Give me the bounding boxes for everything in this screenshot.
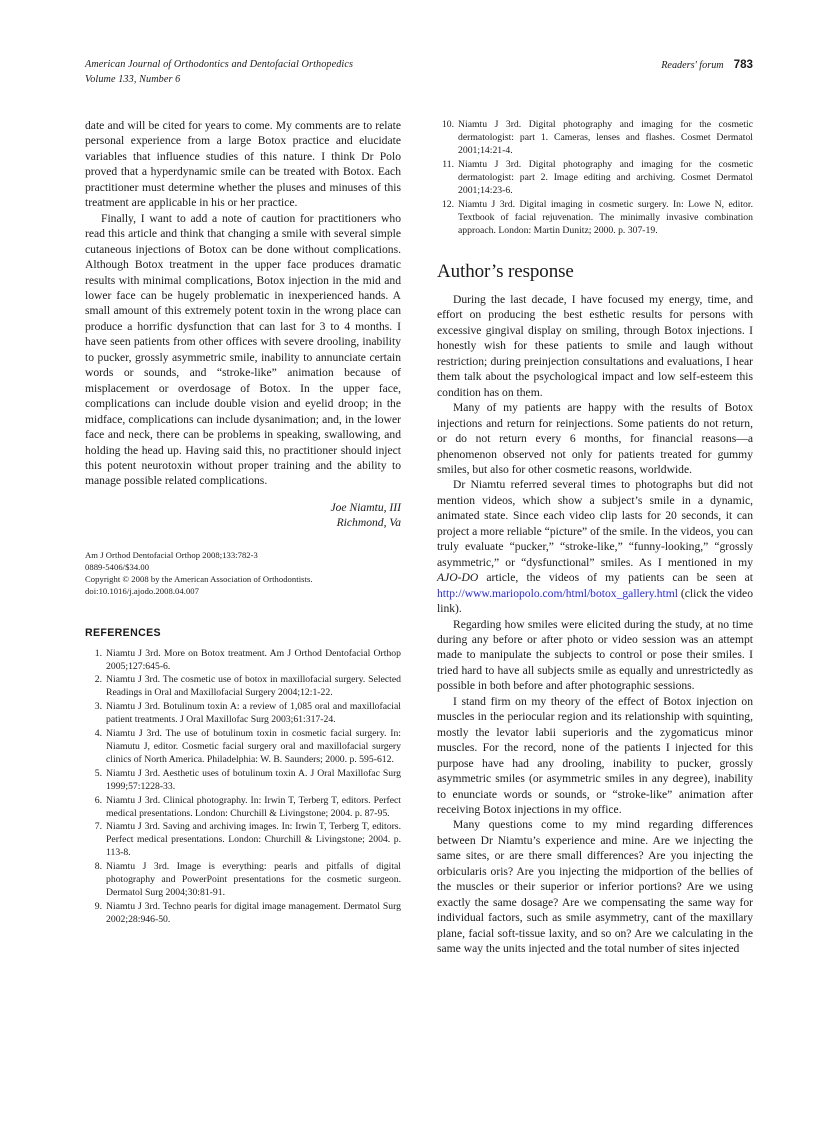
reference-text: Niamtu J 3rd. Digital imaging in cosmetic surgery. In: Lowe N, editor. Textbook of facial rejuvenation. The minimally invasive combination approach. London: Martin Dunitz; 2000. p. 307-19. bbox=[458, 198, 753, 236]
reference-text: Niamtu J 3rd. More on Botox treatment. Am J Orthod Dentofacial Orthop 2005;127:645-6. bbox=[106, 647, 401, 672]
paragraph: I stand firm on my theory of the effect of Botox injection on muscles in the periocular region and its relationship with squinting, mostly the levator labii superioris and the zygomaticus minor muscles. For the record, none of the patients I injected for this purpose have had any drooling, inability to pucker, grossly asymmetric smiles (or asymmetric smiles in any degree), inability to enunciate words or sounds, or “stroke-like” animation after receiving Botox injections in my office. bbox=[437, 694, 753, 816]
reference-text: Niamtu J 3rd. Aesthetic uses of botulinum toxin A. J Oral Maxillofac Surg 1999;57:1228-33. bbox=[106, 767, 401, 792]
running-head-right bbox=[661, 58, 753, 74]
reference-number: 6. bbox=[94, 794, 102, 806]
paragraph-with-link bbox=[437, 477, 753, 616]
reference-text: Niamtu J 3rd. Image is everything: pearls and pitfalls of digital photography and PowerPoint presentations for the cosmetic surgeon. Dermatol Surg 2004;30:81-91. bbox=[106, 861, 401, 899]
paragraph: Many of my patients are happy with the results of Botox injections and return for reinjections. Some patients do not return, or do not return every 6 months, for financial reasons—a phenomenon observed not only for patients treated for gummy smiles, but also for other cosmetic reasons, worldwide. bbox=[437, 401, 753, 477]
reference-item bbox=[85, 673, 401, 699]
volume-issue: Volume 133, Number 6 bbox=[85, 73, 181, 85]
reference-text: Niamtu J 3rd. Techno pearls for digital image management. Dermatol Surg 2002;28:946-50. bbox=[106, 901, 401, 926]
author-location: Richmond, Va bbox=[336, 516, 401, 530]
paragraph: Finally, I want to add a note of caution for practitioners who read this article and think that changing a smile with several simple cutaneous injections of Botox can be done without complications. Although Botox treatment in the upper face produces dramatic results with minimal complications, Botox injection in the mid and lower face can be hugely problematic in inexperienced hands. A small amount of this extremely potent toxin in the wrong place can produce a horrific dysfunction that can last for 3 to 4 months. I have seen patients from other offices with severe drooling, inability to pucker, grossly asymmetric smile, inability to annunciate certain words or sounds, and “stroke-like” animation because of misplacement or overdosage of Botox. In the upper face, complications can include double vision and eyelid droop; in the midface, complications can include dysanimation; and, in the lower face and neck, there can be problems in speaking, swallowing, and holding the head up. Having said this, no practitioner should inject this potent neurotoxin without proper training and the ability to manage possible related complications. bbox=[85, 211, 401, 488]
reference-number: 8. bbox=[94, 861, 102, 873]
signature-block bbox=[85, 500, 401, 531]
reference-number: 11. bbox=[442, 158, 454, 170]
footnote-citation: Am J Orthod Dentofacial Orthop 2008;133:782-3 bbox=[85, 549, 258, 560]
journal-title: American Journal of Orthodontics and Dentofacial Orthopedics bbox=[85, 59, 354, 70]
paragraph: During the last decade, I have focused my energy, time, and effort on producing the best esthetic results for persons with excessive gingival display on smiling, through Botox injections. I honestly wish for these patients to smile and laugh without restriction; during preinjection consultations and evaluations, I hear them talk about the psychological impact and low self-esteem this condition has on them. bbox=[437, 293, 753, 399]
author-name: Joe Niamtu, III bbox=[330, 500, 401, 514]
reference-item bbox=[85, 727, 401, 766]
paragraph-lead-text: Dr Niamtu referred several times to photographs but did not mention videos, which show a subject’s smile in a dynamic, animated state. Since each video clip lasts for 20 seconds, it can project a more reliable “picture” of the smile. In the videos, you can truly evaluate “pucker,” “stroke-like,” “funny-looking,” “grossly asymmetric,” or “dysfunctional” smiles. As I mentioned in my bbox=[437, 478, 753, 569]
reference-number: 3. bbox=[94, 701, 102, 713]
reference-item bbox=[85, 767, 401, 793]
references-heading: REFERENCES bbox=[85, 626, 161, 639]
reference-item bbox=[85, 860, 401, 899]
reference-item bbox=[85, 900, 401, 926]
page-number: 783 bbox=[733, 58, 753, 71]
section-name: Readers' forum bbox=[661, 60, 724, 71]
reference-item bbox=[85, 700, 401, 726]
reference-text: Niamtu J 3rd. Digital photography and imaging for the cosmetic dermatologist: part 1. Cameras, lenses and flashes. Cosmet Dermatol 2001;14:21-4. bbox=[458, 119, 753, 157]
reference-item bbox=[85, 647, 401, 673]
reference-item bbox=[437, 198, 753, 237]
reference-number: 1. bbox=[94, 647, 102, 659]
reference-text: Niamtu J 3rd. Clinical photography. In: Irwin T, Terberg T, editors. Perfect medical presentations. London: Churchill & Livingstone; 2004. p. 87-95. bbox=[106, 794, 401, 819]
reference-item bbox=[85, 794, 401, 820]
reference-item bbox=[85, 820, 401, 859]
journal-abbrev: AJO-DO bbox=[437, 571, 479, 585]
reference-item bbox=[437, 158, 753, 197]
reference-number: 4. bbox=[94, 727, 102, 739]
reference-number: 2. bbox=[94, 674, 102, 686]
paragraph-mid-text: article, the videos of my patients can be seen at bbox=[478, 571, 753, 585]
reference-text: Niamtu J 3rd. The cosmetic use of botox in maxillofacial surgery. Selected Readings in Oral and Maxillofacial Surgery 2004;12:1-22. bbox=[106, 674, 401, 699]
running-head bbox=[85, 58, 753, 87]
footnote-copyright: Copyright © 2008 by the American Association of Orthodontists. bbox=[85, 574, 313, 585]
column-container bbox=[85, 118, 753, 957]
reference-number: 10. bbox=[441, 119, 454, 130]
reference-item bbox=[437, 118, 753, 157]
paragraph-tail-text: (click the video link). bbox=[437, 586, 753, 616]
footnote-doi: doi:10.1016/j.ajodo.2008.04.007 bbox=[85, 586, 199, 597]
reference-number: 5. bbox=[94, 767, 102, 779]
gallery-link[interactable]: http://www.mariopolo.com/html/botox_gallery.html bbox=[437, 586, 678, 600]
reference-number: 12. bbox=[441, 198, 454, 210]
right-column bbox=[437, 118, 753, 957]
reference-text: Niamtu J 3rd. Botulinum toxin A: a review of 1,085 oral and maxillofacial patient treatments. J Oral Maxillofac Surg 2003;61:317-24. bbox=[106, 701, 401, 726]
authors-response-heading: Author’s response bbox=[437, 261, 574, 283]
reference-text: Niamtu J 3rd. The use of botulinum toxin in cosmetic facial surgery. In: Niamutu J, editor. Cosmetic facial surgery oral and maxillofacial surgery clinics of North America. Philadelphia: W. B. Saunders; 2000. p. 595-612. bbox=[106, 727, 401, 766]
footnote-issn: 0889-5406/$34.00 bbox=[85, 561, 150, 572]
reference-list-right bbox=[437, 118, 753, 237]
running-head-left bbox=[85, 58, 353, 87]
reference-number: 9. bbox=[94, 901, 102, 913]
article-footnote bbox=[85, 549, 401, 598]
reference-text: Niamtu J 3rd. Digital photography and imaging for the cosmetic dermatologist: part 2. Image editing and archiving. Cosmet Dermatol 2001;14:23-6. bbox=[458, 158, 753, 197]
paragraph: Many questions come to my mind regarding differences between Dr Niamtu’s experience and mine. Are we injecting the same sites, or are there small differences? Are you injecting the orbicularis oris? Are you injecting the midportion of the bellies of the muscles or their superior or inferior portions? Are we using exactly the same dosage? Are we compensating the same way for individual factors, such as smile asymmetry, cant of the maxillary plane, facial soft-tissue laxity, and so on? Are we calculating in the same way the units injected and the total number of sites injected bbox=[437, 818, 753, 956]
paragraph: date and will be cited for years to come. My comments are to relate personal experience from a large Botox practice and elucidate variables that influence studies of this nature. I think Dr Polo proved that a hyperdynamic smile can be treated with Botox. Each practitioner must determine whether the pluses and minuses of this treatment are applicable in his or her practice. bbox=[85, 119, 401, 210]
left-column bbox=[85, 118, 401, 957]
reference-text: Niamtu J 3rd. Saving and archiving images. In: Irwin T, Terberg T, editors. Perfect medical presentations. London: Churchill & Livingstone; 2004. p. 113-8. bbox=[106, 821, 401, 859]
reference-number: 7. bbox=[94, 821, 102, 833]
reference-list-left bbox=[85, 647, 401, 927]
paragraph: Regarding how smiles were elicited during the study, at no time during any before or after photo or video session was an attempt made to manipulate the subjects to control or pose their smiles. I tried hard to have all subjects smile as equally and unrestrictedly as possible in both before and after photographic sessions. bbox=[437, 617, 753, 693]
